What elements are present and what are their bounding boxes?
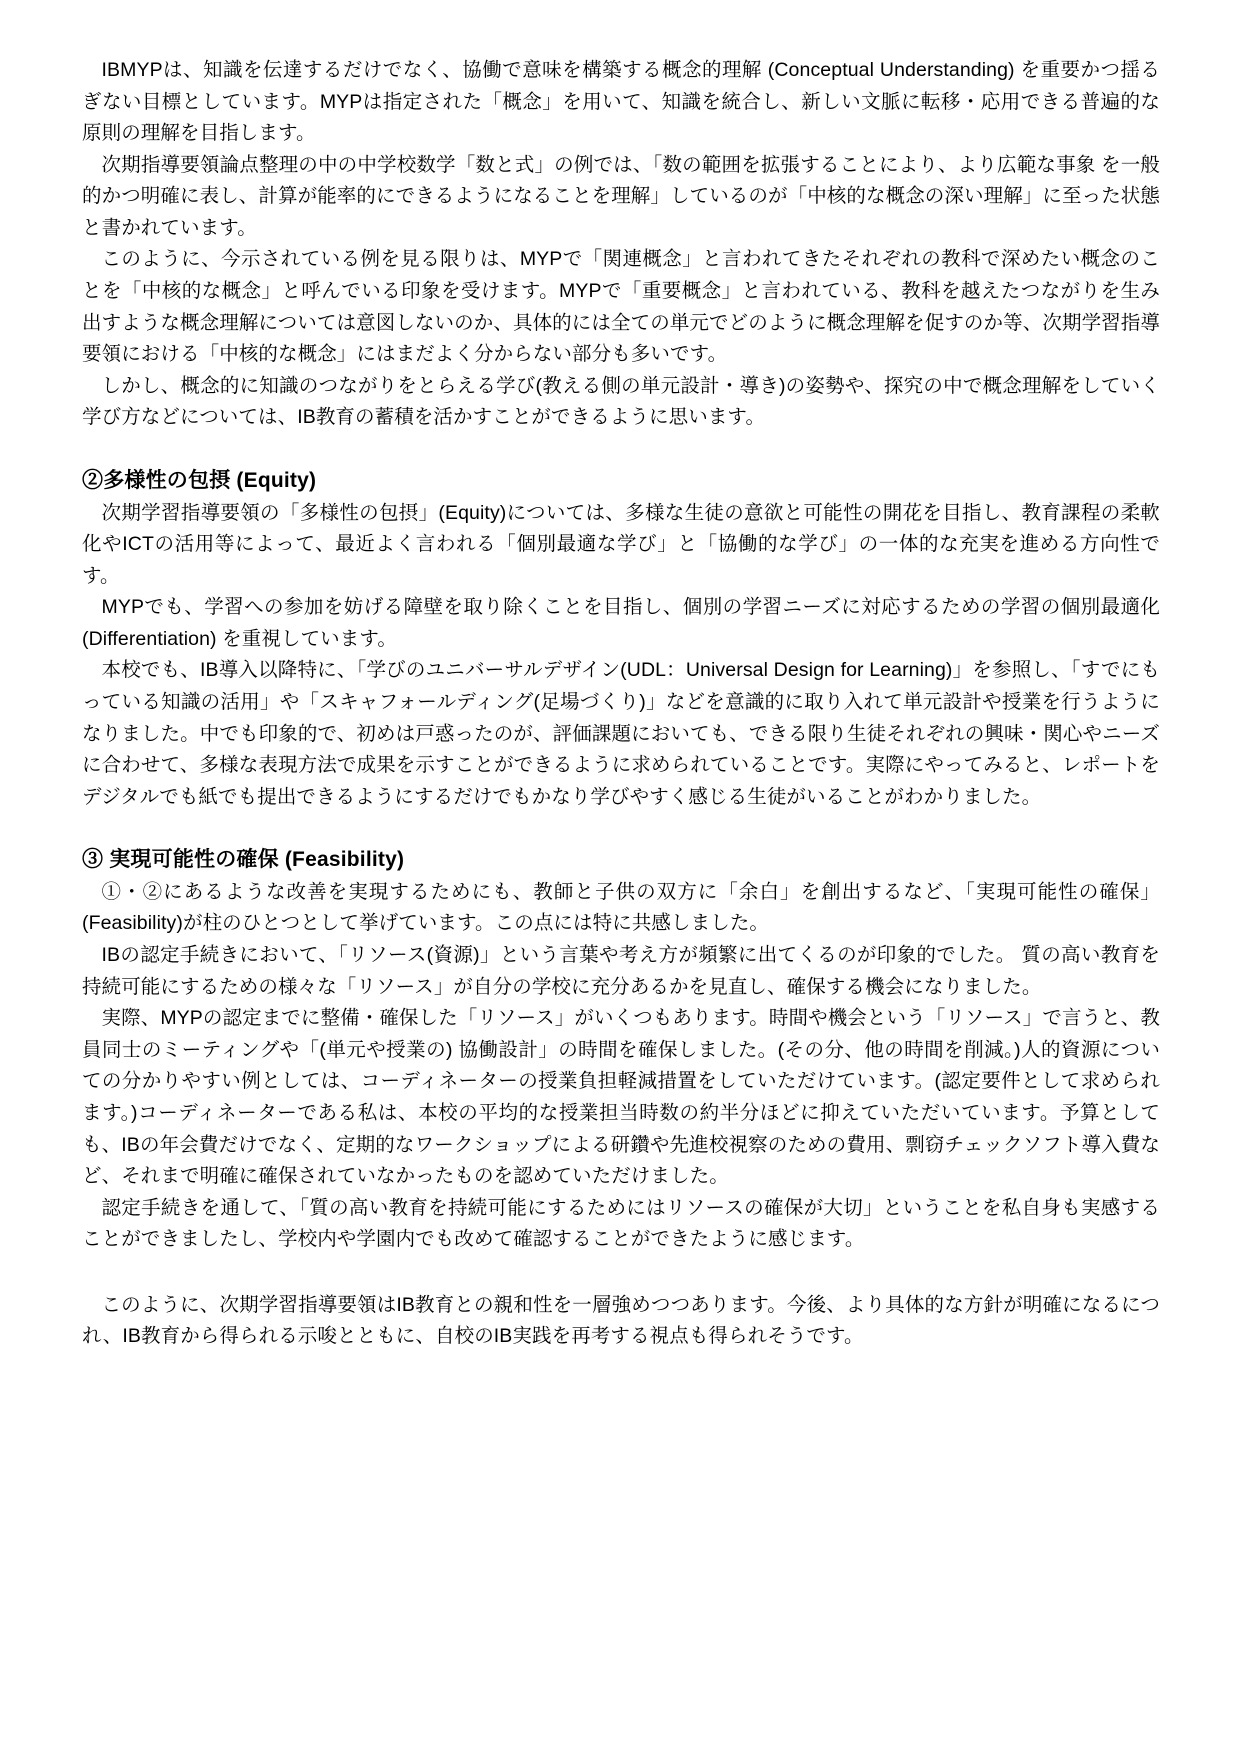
paragraph-closing: このように、次期学習指導要領はIB教育との親和性を一層強めつつあります。今後、より具体的な方針が明確になるにつれ、IB教育から得られる示唆とともに、自校のIB実践を再考する視点も得られそうです。 xyxy=(82,1293,1160,1348)
heading-feasibility: ③ 実現可能性の確保 (Feasibility) xyxy=(82,848,405,872)
paragraph-equity-2: MYPでも、学習への参加を妨げる障壁を取り除くことを目指し、個別の学習ニーズに対応するための学習の個別最適化 (Differentiation) を重視しています。 xyxy=(82,596,1160,650)
spacer-before-feasibility-heading xyxy=(82,813,1160,843)
paragraph-conceptual-understanding-1: IBMYPは、知識を伝達するだけでなく、協働で意味を構築する概念的理解 (Conceptual Understanding) を重要かつ揺るぎない目標としています。MYPは指定された「概念」を用いて、知識を統合し、新しい文脈に転移・応用できる普遍的な原則の理解を目指します。 xyxy=(82,59,1160,145)
paragraph-feasibility-4: 認定手続きを通して、「質の高い教育を持続可能にするためにはリソースの確保が大切」ということを私自身も実感することができましたし、学校内や学園内でも改めて確認することができたように感じます。 xyxy=(82,1196,1160,1251)
paragraph-conceptual-understanding-3: このように、今示されている例を見る限りは、MYPで「関連概念」と言われてきたそれぞれの教科で深めたい概念のことを「中核的な概念」と呼んでいる印象を受けます。MYPで「重要概念」と言われている、教科を越えたつながりを生み出すような概念理解については意図しないのか、具体的には全ての単元でどのように概念理解を促すのか等、次期学習指導要領における「中核的な概念」にはまだよく分からない部分も多いです。 xyxy=(82,248,1160,366)
heading-equity: ②多様性の包摂 (Equity) xyxy=(82,468,317,492)
paragraph-feasibility-1: ①・②にあるような改善を実現するためにも、教師と子供の双方に「余白」を創出するなど、「実現可能性の確保」(Feasibility)が柱のひとつとして挙げています。この点には特に共感しました。 xyxy=(82,880,1160,935)
spacer-before-closing xyxy=(82,1256,1160,1290)
paragraph-equity-1: 次期学習指導要領の「多様性の包摂」(Equity)については、多様な生徒の意欲と可能性の開花を目指し、教育課程の柔軟化やICTの活用等によって、最近よく言われる「個別最適な学び」と「協働的な学び」の一体的な充実を進める方向性です。 xyxy=(82,501,1160,587)
spacer-before-equity-heading xyxy=(82,434,1160,464)
paragraph-equity-3: 本校でも、IB導入以降特に、「学びのユニバーサルデザイン(UDL：Universal Design for Learning)」を参照し、「すでにもっている知識の活用」や「スキャフォールディング(足場づくり)」などを意識的に取り入れて単元設計や授業を行うようになりました。中でも印象的で、初めは戸惑ったのが、評価課題においても、できる限り生徒それぞれの興味・関心やニーズに合わせて、多様な表現方法で成果を示すことができるように求められていることです。実際にやってみると、レポートをデジタルでも紙でも提出できるようにするだけでもかなり学びやすく感じる生徒がいることがわかりました。 xyxy=(82,659,1160,808)
paragraph-conceptual-understanding-2: 次期指導要領論点整理の中の中学校数学「数と式」の例では、「数の範囲を拡張することにより、より広範な事象 を一般的かつ明確に表し、計算が能率的にできるようになることを理解」しているのが「中核的な概念の深い理解」に至った状態と書かれています。 xyxy=(82,153,1161,239)
paragraph-feasibility-2: IBの認定手続きにおいて、「リソース(資源)」という言葉や考え方が頻繁に出てくるのが印象的でした。 質の高い教育を持続可能にするための様々な「リソース」が自分の学校に充分あるかを見直し、確保する機会になりました。 xyxy=(82,944,1160,998)
paragraph-conceptual-understanding-4: しかし、概念的に知識のつながりをとらえる学び(教える側の単元設計・導き)の姿勢や、探究の中で概念理解をしていく学び方などについては、IB教育の蓄積を活かすことができるように思います。 xyxy=(82,374,1160,429)
paragraph-feasibility-3: 実際、MYPの認定までに整備・確保した「リソース」がいくつもあります。時間や機会という「リソース」で言うと、教員同士のミーティングや「(単元や授業の) 協働設計」の時間を確保しました。(その分、他の時間を削減。)人的資源についての分かりやすい例としては、コーディネーターの授業負担軽減措置をしていただけています。(認定要件として求められます。)コーディネーターである私は、本校の平均的な授業担当時数の約半分ほどに抑えていただいています。予算としても、IBの年会費だけでなく、定期的なワークショップによる研鑽や先進校視察のための費用、剽窃チェックソフト導入費など、それまで明確に確保されていなかったものを認めていただけました。 xyxy=(82,1007,1160,1188)
document-body xyxy=(82,55,1160,1353)
